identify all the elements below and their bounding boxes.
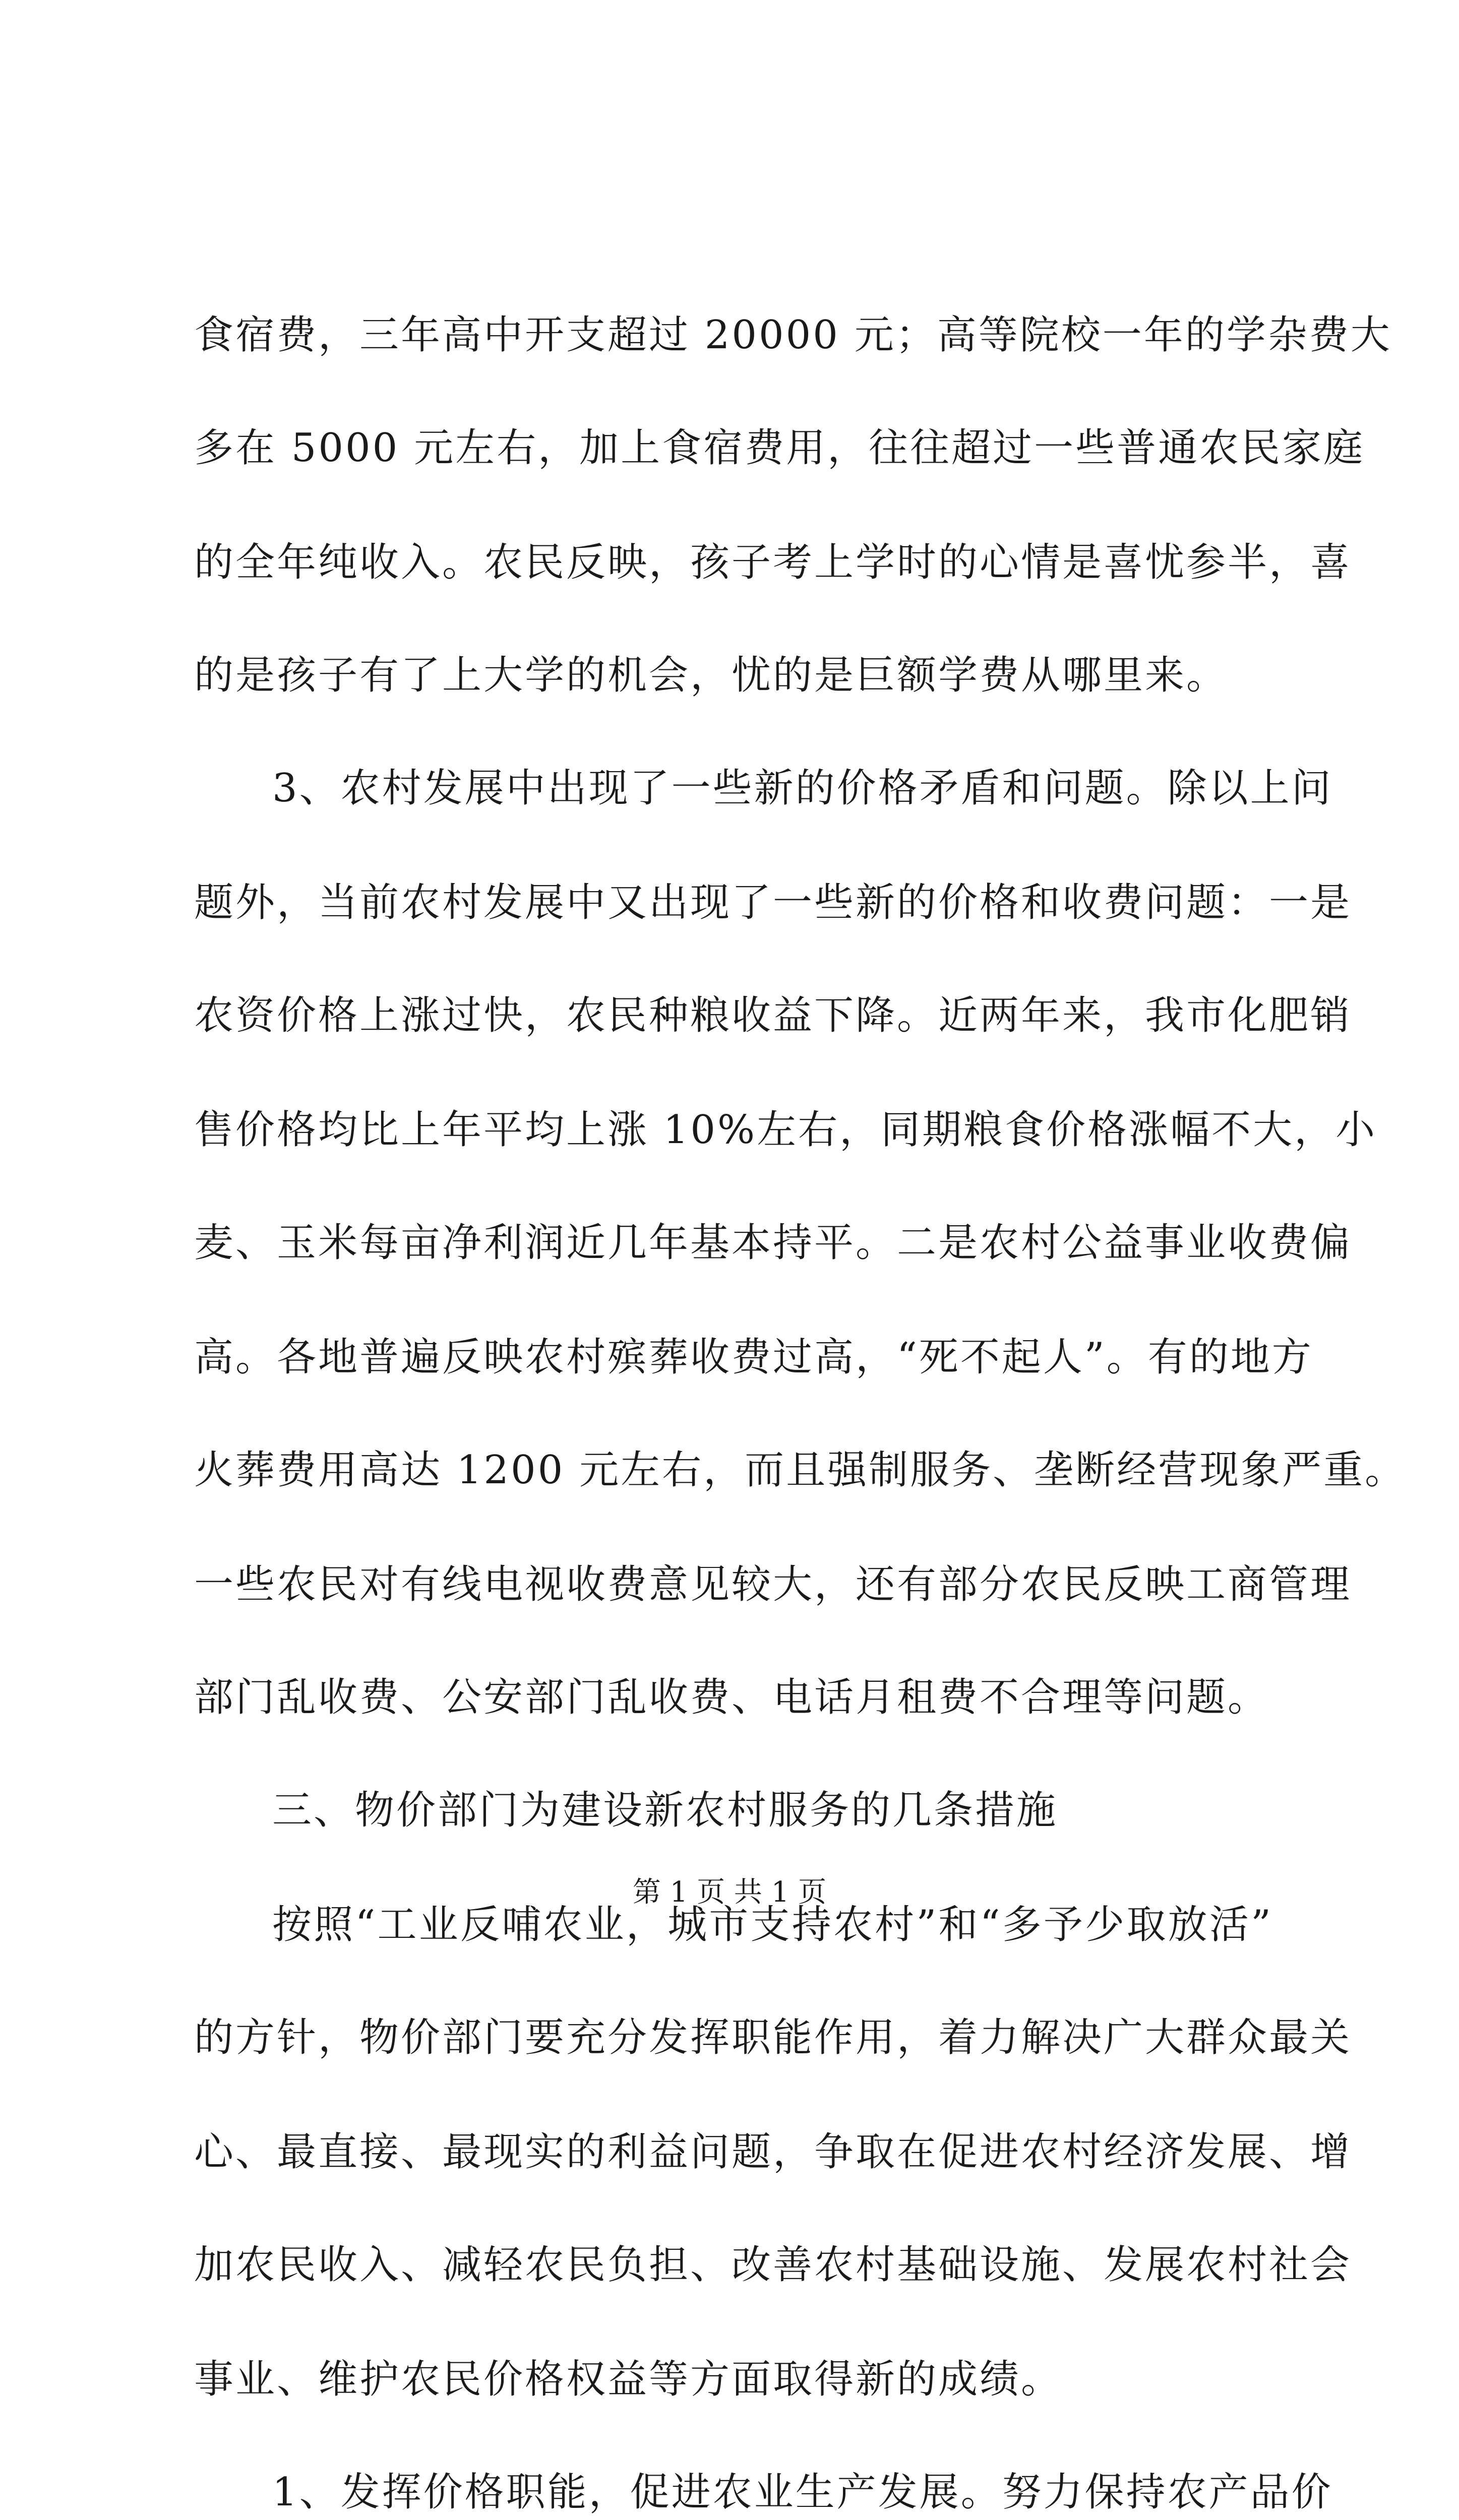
paragraph-line: 按照“工业反哺农业，城市支持农村”和“多予少取放活” xyxy=(272,1902,1273,1947)
paragraph-line: 高。各地普遍反映农村殡葬收费过高，“死不起人”。有的地方 xyxy=(194,1335,1313,1380)
paragraph-line: 3、农村发展中出现了一些新的价格矛盾和问题。除以上问 xyxy=(272,766,1333,811)
paragraph-line: 的是孩子有了上大学的机会，忧的是巨额学费从哪里来。 xyxy=(194,653,1228,698)
paragraph-line: 事业、维护农民价格权益等方面取得新的成绩。 xyxy=(194,2357,1063,2402)
paragraph-line: 心、最直接、最现实的利益问题，争取在促进农村经济发展、增 xyxy=(194,2129,1352,2175)
paragraph-line: 食宿费，三年高中开支超过 20000 元；高等院校一年的学杂费大 xyxy=(194,312,1392,358)
paragraph-line: 农资价格上涨过快，农民种粮收益下降。近两年来，我市化肥销 xyxy=(194,993,1352,1038)
paragraph-line: 售价格均比上年平均上涨 10%左右，同期粮食价格涨幅不大，小 xyxy=(194,1107,1377,1153)
paragraph-line: 火葬费用高达 1200 元左右，而且强制服务、垄断经营现象严重。 xyxy=(194,1447,1407,1493)
paragraph-line: 的方针，物价部门要充分发挥职能作用，着力解决广大群众最关 xyxy=(194,2015,1352,2060)
paragraph-line: 麦、玉米每亩净利润近几年基本持平。二是农村公益事业收费偏 xyxy=(194,1220,1352,1266)
page-footer: 第 1 页 共 1 页 xyxy=(632,1876,827,1909)
paragraph-line: 1、发挥价格职能，促进农业生产发展。努力保持农产品价 xyxy=(272,2470,1333,2515)
paragraph-line: 题外，当前农村发展中又出现了一些新的价格和收费问题：一是 xyxy=(194,880,1352,925)
section-heading: 三、物价部门为建设新农村服务的几条措施 xyxy=(272,1788,1058,1833)
paragraph-line: 部门乱收费、公安部门乱收费、电话月租费不合理等问题。 xyxy=(194,1675,1269,1720)
paragraph-line: 多在 5000 元左右，加上食宿费用，往往超过一些普通农民家庭 xyxy=(194,425,1365,471)
paragraph-line: 加农民收入、减轻农民负担、改善农村基础设施、发展农村社会 xyxy=(194,2242,1352,2288)
paragraph-line: 一些农民对有线电视收费意见较大，还有部分农民反映工商管理 xyxy=(194,1562,1352,1607)
paragraph-line: 的全年纯收入。农民反映，孩子考上学时的心情是喜忧参半，喜 xyxy=(194,540,1352,585)
